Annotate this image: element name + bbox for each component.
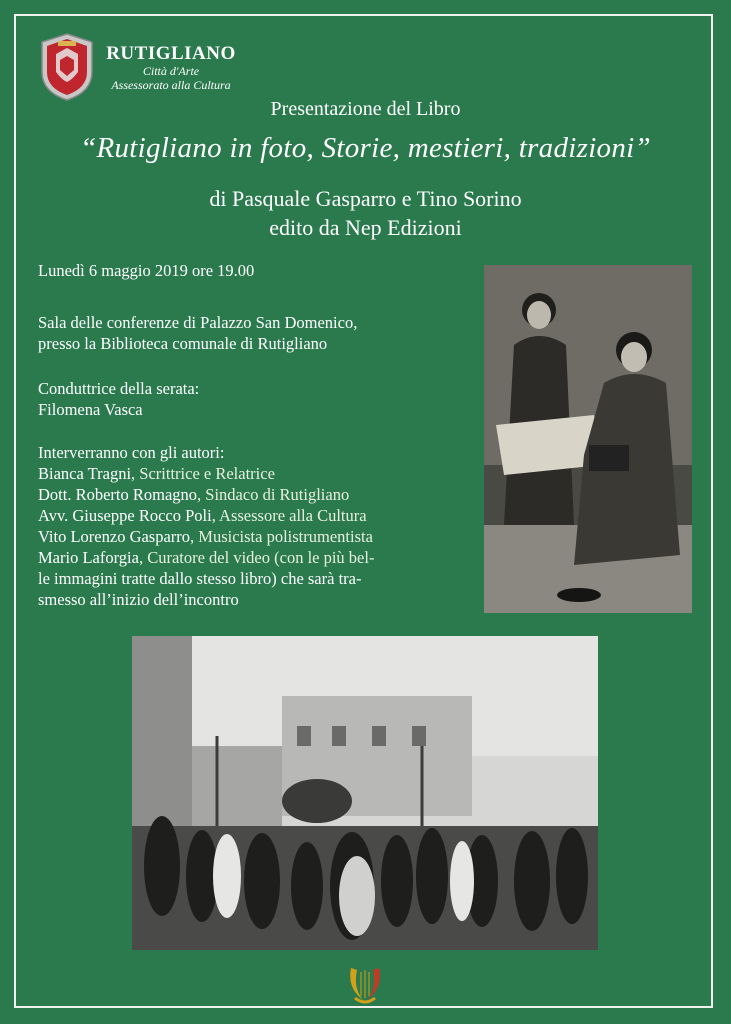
event-details [38,260,468,610]
speaker-name: Dott. Roberto Romagno [38,485,198,504]
video-line-3: smesso all’inizio dell’incontro [38,590,239,609]
brand-block [106,44,236,92]
speaker-role: , Curatore del video (con le più bel- [138,548,375,567]
rutigliano-crest-icon [38,32,96,102]
venue-line-1: Sala delle conferenze di Palazzo San Domenico, [38,313,358,332]
brand-department: Assessorato alla Cultura [111,78,231,92]
host-label: Conduttrice della serata: [38,379,200,398]
brand-name: RUTIGLIANO [106,43,236,64]
speaker-row [38,505,468,526]
portrait-photo [484,265,692,613]
host-name: Filomena Vasca [38,400,143,419]
speaker-row [38,547,468,568]
publisher-line: edito da Nep Edizioni [269,215,462,240]
speaker-row [38,526,468,547]
speaker-role: , Scrittrice e Relatrice [131,464,275,483]
brand-subtitle: Città d'Arte [142,64,200,78]
speaker-name: Mario Laforgia [38,548,139,567]
speaker-row [38,463,468,484]
date-time: Lunedì 6 maggio 2019 ore 19.00 [38,261,255,280]
presentation-label: Presentazione del Libro [270,98,461,120]
procession-photo [132,636,598,950]
book-title: “Rutigliano in foto, Storie, mestieri, tradizioni” [80,132,651,164]
speaker-name: Vito Lorenzo Gasparro [38,527,191,546]
venue-line-2: presso la Biblioteca comunale di Rutigliano [38,334,328,353]
lyre-emblem-icon [343,958,387,1006]
speaker-role: , Sindaco di Rutigliano [197,485,350,504]
speakers-label: Interverranno con gli autori: [38,443,225,462]
speaker-name: Bianca Tragni [38,464,132,483]
speaker-role: , Assessore alla Cultura [211,506,367,525]
video-line-2: le immagini tratte dallo stesso libro) che sarà tra- [38,569,362,588]
speaker-row [38,484,468,505]
speaker-name: Avv. Giuseppe Rocco Poli [38,506,212,525]
speaker-role: , Musicista polistrumentista [190,527,373,546]
authors-line: di Pasquale Gasparro e Tino Sorino [209,186,522,211]
